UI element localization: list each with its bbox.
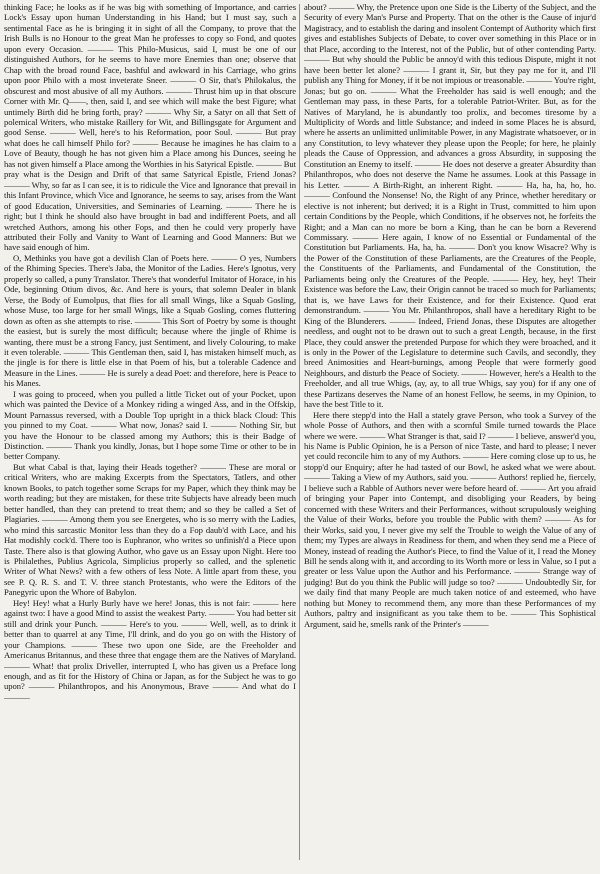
- left-text-column: [4, 2, 296, 874]
- column-divider: [299, 4, 300, 860]
- paragraph: Hey! Hey! what a Hurly Burly have we here! Jonas, this is not fair: ——— here against two: I have a good Mind to assist the weakest Party. ——— You had better sit still and drink your Punch. ——— Here's to you. ——— Well, well, as to drink it better than to quarrel at any Time, I'll drink, and do you go on with the History of your Champions. ——— These two upon one Side, are the Freeholder and Americanus Britannus, and these three that engage them are the Natives of Maryland. ——— What! that prolix Driveller, interrupted I, who has given us a Preface long enough, and as fit for the History of China or Japan, as for the Subject he was to go upon? ——— Philanthropos, and his Anonymous, Brave ——— And what do I ———: [4, 597, 296, 702]
- paragraph: O, Methinks you have got a devilish Clan of Poets here. ——— O yes, Numbers of the Rhiming Species. There's Jaba, the Monitor of the Ladies. Here's Ignotus, very properly so called, a puny Translator. There's that wonderful Imitator of Horace, in his Ode, beginning Otium divos, &c. And here is yours, that solemn Dealer in blank Verse, the Body of Eumolpus, that flies for all small Wings, like a Squab Gosling, whose Muse, too large for her small Wings, like a Squab Gosling, comes fluttering down as often as she attempts to rise. ——— This Sort of Poetry by some is thought the easiest, but is surely the most difficult; because where the jingle of Rhime is wanting, there must be a strong Fancy, just Sentiment, and lively Colouring, to make it even tolerable. ——— This Gentleman then, said I, has mistaken himself much, as the jingle is for there is little else in that Poem of his, but a tolerable Cadence and Measure in the Lines. ——— He is surely a dead Poet: and therefore, here is Peace to his Manes.: [4, 252, 296, 389]
- paragraph: about? ——— Why, the Pretence upon one Side is the Liberty of the Subject, and the Security of every Man's Purse and Property. That on the other is the Cause of injur'd Magistracy, and to establish the daring and insolent Contempt of Authority which first gives and establishes Subjects of Debate, to cover over something in this Place or in that Place, according to the Interest, not of the Public, but of other contending Party. ——— But why should the Public be annoy'd with this tedious Dispute, might it not have been better let alone? ——— I grant it, Sir, but they pay me for it, and I'll publish any Thing for Money, if it be not impious or treasonable. ——— You're right, Jonas; but go on. ——— What the Freeholder has said is well enough; and the Gentleman may pass, in these Parts, for a tolerable Patriot-Writer. But, as for the Natives of Maryland, he is abundantly too prolix, and becomes tiresome by a Multiplicity of Words and little Substance; and indeed in some Places he is absurd, where he asserts an unlimitted unlimitable Power, in any Magistrate whatsoever, or in any Constitution, to levy whatever they please upon the People; for here, he plainly pleads the Cause of Oppression, and advances a gross Absurdity, in supposing the Constitution an Enemy to itself. ——— He does not deserve a greater Absurdity than Philanthropos, who does not deserve the Name he assumes. Look at this Passage in his Letter. ——— A Birth-Right, an inherent Right. ——— Ha, ha, ha, ho, ho. ——— Confound the Nonsense! No, the Right of any Prince, whether hereditary or elective is not inherent; but derived; it is a Right in Trust, committed to him upon certain Conditions by the People, which Conditions, if he observes not, he forfeits the Right; and a Man can no more be born a King, than he can be born a Reverend Commissary. ——— Here again, I know of no Essential or Fundamental of the Constitution but Parliaments. Ha, ha, ha. ——— Don't you know Wisacre? Why is the Power of the Constitution of these Parliaments, are the Creatures of the People, the Constituents of the Parliaments, and Fundamental of the Constitution, the Parliaments being only the Creatures of the People. ——— Hey, hey, hey! Their Existence was before the Law, their Origin cannot be traced so much for Parliaments; that is, we have Laws for their Existence, and for their Existence. Quod erat demonstrandum. ——— You Mr. Philanthropos, shall have a hereditary Right to be King of the Blunderers. ——— Indeed, Friend Jonas, these Disputes are altogether needless, and ought not to be drawn out to such a great Length, because, in the first Place, they could answer the pretended Purpose for which they were broached, and it is only in the Power of the Legislature to determine such Cavils, and secondly, they breed Animosities and Heart-burnings, among People that were formerly good Neighbours, and disturb the Peace of Society. ——— However, here's a Health to the Freeholder, and all true Whigs, (ay, ay, to all true Whigs, say you) for if any one of these Partizans deserves the Name of an honest Fellow, he seems, in my Opinion, to have the best Title to it.: [304, 2, 596, 410]
- right-text-column: [304, 2, 596, 874]
- paragraph: But what Cabal is that, laying their Heads together? ——— These are moral or critical Writers, who are making Excerpts from the Spectators, Tatlers, and other known Books, to patch together some Scraps for my Paper, which they think may be worth reading; but they are mistaken, for these trite Subjects have already been much better handled, than they can pretend to treat them; and so they be called a Set of Plagiaries. ——— Among them you see Energetes, who is so merry with the Ladies, who mind this sarcastic Monitor less than they do a Fop daub'd with Lace, and his Hat modishly cock'd. There too is Euphranor, who writes so unfinish'd a Piece upon Taste. There also is that glowing Author, who gave us an Essay upon Night. Here too is Philalethes, Publius Agricola, Simplicius properly so called, and the splenetic Writer of What News? with a few others of less Note. A little apart from these, you see P. Q. R. S. and T. V. three stanch Protestants, who were the Editors of the Panegyric upon the Whore of Babylon.: [4, 461, 296, 598]
- paragraph: I was going to proceed, when you pulled a little Ticket out of your Pocket, upon which was painted the Device of a Monkey riding a winged Ass, and in the Offskip, Mount Parnassus reversed, with a Double Top upright in a thick black Cloud: This you pinned to my Coat. ——— What now, Jonas? said I. ——— Nothing Sir, but you have the Honour to be classed among my Authors; this is their Badge of Distinction. ——— Thank you kindly, Jonas, but I hope some Time or other to be in better Company.: [4, 388, 296, 462]
- paragraph: thinking Face; he looks as if he was big with something of Importance, and carries Lock's Essay upon human Understanding in his Hand; but I must say, such a sentimental Face as he is bringing it in sight of all the Company, to prove that the Irish Bulls is no Honour to the great Man he professes to copy so Fond, and quotes upon every Occasion. ——— This Philo-Musicus, said I, must be one of our distinguished Authors, for he seems to have more Enemies than one; observe that Chap with the broad round Face, bashful and awkward in his Carriage, who grins upon poor Philo with a most inveterate Sneer. ——— O Sir, that's Philokalus, the obscurest and most abusive of all my Authors. ——— Thrust him up in that obscure Corner with Mr. Q——, then, said I, and see which will make the best Figure; what untimely Birth did he bring forth, pray? ——— Why Sir, a Satyr on all that Sett of polemical Writers, who mistake Raillery for Wit, and Billingsgate for Argument and good Sense. ——— Well, here's to his Reformation, poor Soul. ——— But pray what does he call himself Philo for? ——— Because he imagines he has claim to a Love of Beauty, though he has not given him a Place among his Dunces, seeing he has not given himself a Place among the Worthies in his Satyrical Epistle. ——— But pray what is the Design and Drift of that same Satyrical Epistle, Friend Jonas? ——— Why, so far as I can see, it is to ridicule the Vice and Ignorance that prevail in this Infant Province, which Vice and Ignorance, he seems to say, arises from the Want of good Education, Universities, and Seminaries of Learning. ——— There he is right; but I think he should also have brought in bad and indifferent Poets, and all wretched Authors, among his other Fops, and then he could very properly have attributed their Folly and Vanity to Want of Learning and Good Manners: But we have said enough of him.: [4, 2, 296, 253]
- paragraph: Here there stepp'd into the Hall a stately grave Person, who took a Survey of the whole Posse of Authors, and then with a scornful Smile turned towards the Place where we were. ——— What Stranger is that, said I? ——— I believe, answer'd you, his Name is Public Opinion, he is a Person of nice Taste, and hard to please; I never yet could reconcile him to any of my Authors. ——— Here coming close up to us, he stopp'd our Enquiry; after he had tasted of our Bowl, he asked what we were about. ——— Taking a View of my Authors, said you. ——— Authors! replied he, fiercely, I believe such a Rabble of Authors never were before heard of. ——— Art you afraid of bringing your Paper into Contempt, and disobliging your Readers, by being concerned with these Writers and their Performances, without scrupulously weighing the Value of their Works, before you trouble the Public with them? ——— As for their Works, said you, I never give my self the Trouble to weigh the Value of any of them; my Types are always in Readiness for them, and when they send me a Piece of Money, instead of reading the Author's Piece, to find the Value of it, I read the Money Bill he sends along with it, and according to its Worth more or less in Value, so I put a greater or less Value upon the Author and his Performance. ——— Strange way of judging! But do you think the Public will judge so too? ——— Undoubtedly Sir, for we daily find that many People are much taken notice of and esteemed, who have nothing but Money to recommend them, any more than these Performances of my Authors, paltry and insignificant as you take them to be. ——— This Sophistical Argument, said he, smells rank of the Printer's ———: [304, 409, 596, 629]
